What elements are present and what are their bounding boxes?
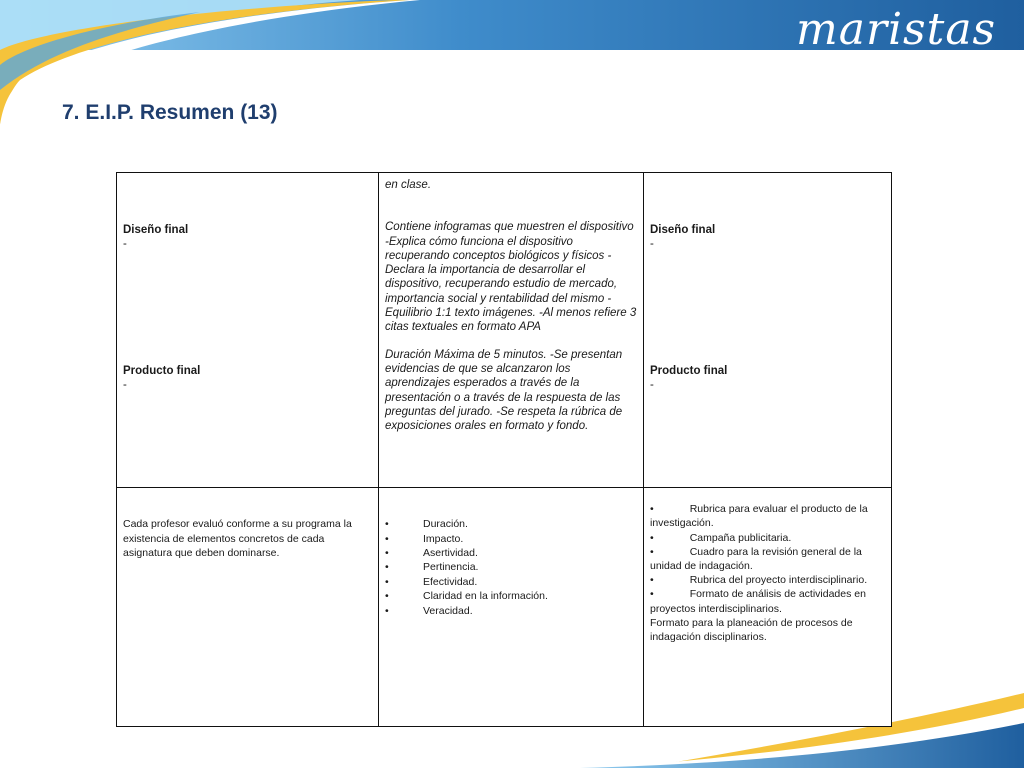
table-cell-r1-c1 bbox=[117, 173, 379, 488]
list-item: • Campaña publicitaria. bbox=[650, 531, 792, 544]
bullet-icon: • bbox=[385, 532, 389, 545]
bullet-icon: • bbox=[385, 518, 389, 531]
evaluation-note: Cada profesor evaluó conforme a su programa la existencia de elementos concretos de cada asignatura que deben dominarse. bbox=[123, 518, 352, 560]
design-final-label: Diseño final bbox=[650, 224, 716, 236]
maristas-logo: maristas bbox=[796, 4, 997, 55]
summary-table-container bbox=[116, 172, 890, 727]
list-item: • Duración. bbox=[385, 518, 468, 531]
list-item: • Rubrica para evaluar el producto de la investigación. bbox=[650, 503, 868, 530]
table-cell-r2-c2 bbox=[379, 488, 644, 727]
list-item: • Cuadro para la revisión general de la unidad de indagación. bbox=[650, 545, 862, 572]
list-item: • Impacto. bbox=[385, 532, 464, 545]
page-title: 7. E.I.P. Resumen (13) bbox=[62, 101, 278, 124]
list-item: • Claridad en la información. bbox=[385, 590, 548, 603]
list-item: • Pertinencia. bbox=[385, 561, 479, 574]
bullet-icon: • bbox=[650, 531, 654, 544]
bullet-icon: • bbox=[385, 604, 389, 617]
list-item: • Formato de análisis de actividades en proyectos interdisciplinarios. bbox=[650, 588, 866, 615]
table-cell-r1-c3 bbox=[644, 173, 892, 488]
list-item-plain: Formato para la planeación de procesos de indagación disciplinarios. bbox=[650, 616, 853, 643]
design-final-value: - bbox=[123, 238, 127, 250]
bullet-icon: • bbox=[385, 590, 389, 603]
list-item: • Asertividad. bbox=[385, 546, 478, 559]
table-cell-r1-c2 bbox=[379, 173, 644, 488]
summary-table bbox=[116, 172, 892, 727]
table-cell-r2-c3 bbox=[644, 488, 892, 727]
bullet-icon: • bbox=[385, 546, 389, 559]
product-final-label: Producto final bbox=[650, 365, 728, 377]
continuation-text: en clase. bbox=[385, 179, 432, 191]
list-item: • Veracidad. bbox=[385, 604, 473, 617]
design-criteria-text: Contiene infogramas que muestren el dispositivo -Explica cómo funciona el dispositivo recuperando conceptos biológicos y físicos -Declara la importancia de desarrollar el dispositivo, recuperando estudio de mercado, importancia social y rentabilidad del mismo -Equilibrio 1:1 texto imágenes. -Al menos refiere 3 citas textuales en formato APA bbox=[385, 221, 637, 334]
bullet-icon: • bbox=[385, 561, 389, 574]
bullet-icon: • bbox=[385, 575, 389, 588]
product-final-label: Producto final bbox=[123, 365, 201, 377]
table-row bbox=[117, 488, 892, 727]
bullet-icon: • bbox=[650, 588, 654, 601]
bullet-icon: • bbox=[650, 545, 654, 558]
bullet-icon: • bbox=[650, 503, 654, 516]
list-item: • Efectividad. bbox=[385, 575, 478, 588]
list-item: • Rubrica del proyecto interdisciplinario. bbox=[650, 574, 868, 587]
product-final-value: - bbox=[123, 379, 127, 391]
table-row bbox=[117, 173, 892, 488]
product-final-value: - bbox=[650, 379, 654, 391]
design-final-label: Diseño final bbox=[123, 224, 189, 236]
design-final-value: - bbox=[650, 238, 654, 250]
table-cell-r2-c1 bbox=[117, 488, 379, 727]
bullet-icon: • bbox=[650, 574, 654, 587]
product-criteria-text: Duración Máxima de 5 minutos. -Se presentan evidencias de que se alcanzaron los aprendizajes esperados a través de la presentación o a través de la respuesta de las preguntas del jurado. -Se respeta la rúbrica de exposiciones orales en formato y fondo. bbox=[385, 348, 623, 433]
